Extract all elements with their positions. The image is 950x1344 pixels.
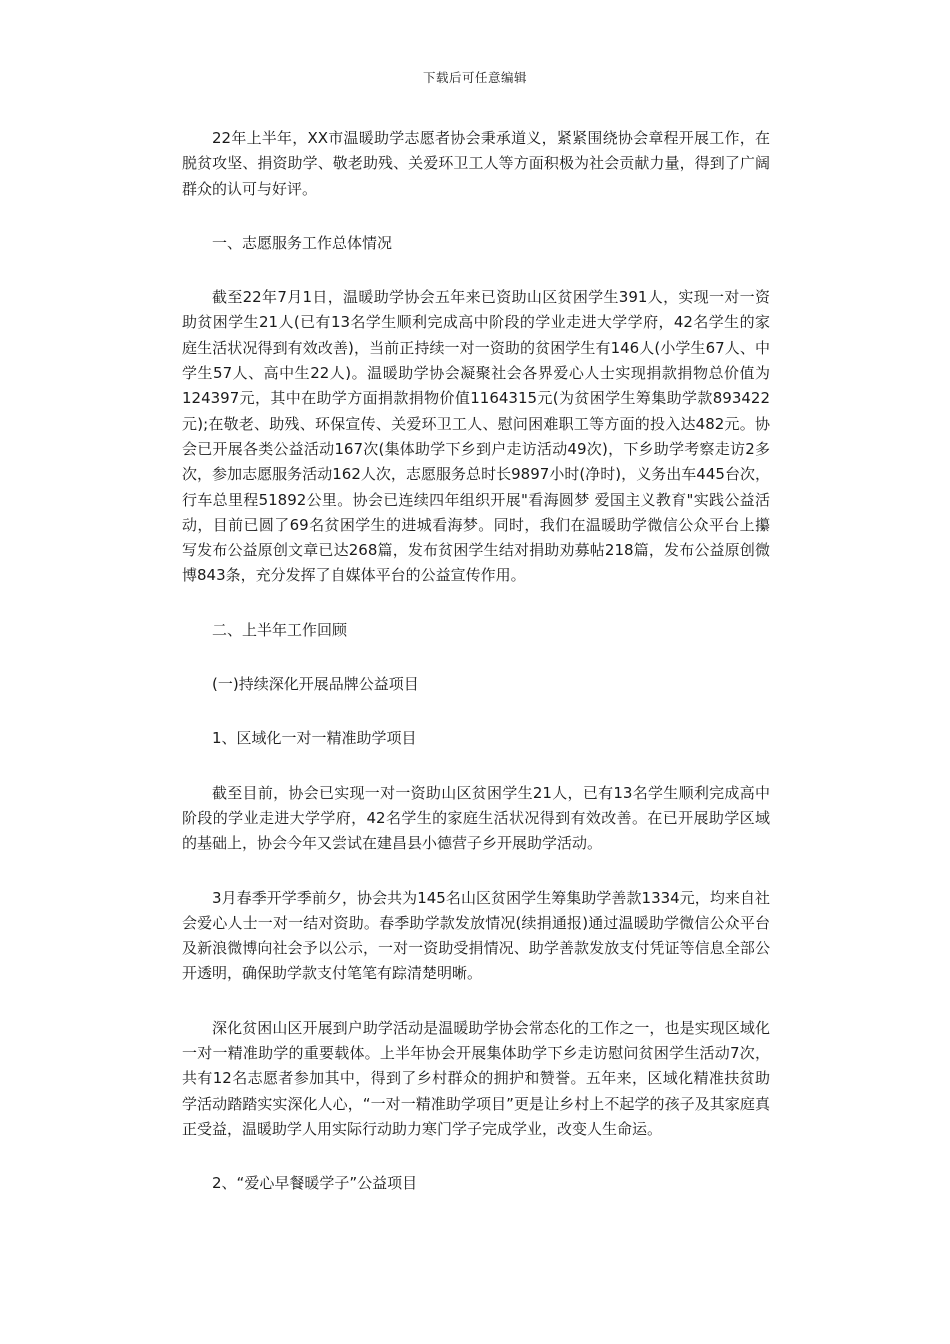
subsection-1-heading: (一)持续深化开展品牌公益项目 [212,675,419,694]
item-1-paragraph-2: 3月春季开学季前夕，协会共为145名山区贫困学生筹集助学善款1334元，均来自社会爱心人士一对一结对资助。春季助学款发放情况(续捐通报)通过温暖助学微信公众平台及新浪微博向社会予以公示，一对一资助受捐情况、助学善款发放支付凭证等信息全部公开透明，确保助学款支付笔笔有踪清楚明晰。 [182,888,770,983]
page-header-note: 下载后可任意编辑 [422,70,527,85]
intro-paragraph: 22年上半年，XX市温暖助学志愿者协会秉承道义，紧紧围绕协会章程开展工作，在脱贫攻坚、捐资助学、敬老助残、关爱环卫工人等方面积极为社会贡献力量，得到了广阔群众的认可与好评。 [182,129,770,198]
section-1-paragraph: 截至22年7月1日，温暖助学协会五年来已资助山区贫困学生391人，实现一对一资助贫困学生21人(已有13名学生顺利完成高中阶段的学业走进大学学府，42名学生的家庭生活状况得到有效改善)，当前正持续一对一资助的贫困学生有146人(小学生67人、中学生57人、高中生22人)。温暖助学协会凝聚社会各界爱心人士实现捐款捐物总价值为124397元，其中在助学方面捐款捐物价值1164315元(为贫困学生筹集助学款893422元);在敬老、助残、环保宣传、关爱环卫工人、慰问困难职工等方面的投入达482元。协会已开展各类公益活动167次(集体助学下乡到户走访活动49次)，下乡助学考察走访2多次，参加志愿服务活动162人次，志愿服务总时长9897小时(净时)，义务出车445台次，行车总里程51892公里。协会已连续四年组织开展"看海圆梦 爱国主义教育"实践公益活动，目前已圆了69名贫困学生的进城看海梦。同时，我们在温暖助学微信公众平台上攥写发布公益原创文章已达268篇，发布贫困学生结对捐助劝募帖218篇，发布公益原创微博843条，充分发挥了自媒体平台的公益宣传作用。 [182,288,770,585]
item-1-paragraph-1: 截至目前，协会已实现一对一资助山区贫困学生21人，已有13名学生顺利完成高中阶段的学业走进大学学府，42名学生的家庭生活状况得到有效改善。在已开展助学区域的基础上，协会今年又尝试在建昌县小德营子乡开展助学活动。 [182,783,770,853]
section-2-heading: 二、上半年工作回顾 [212,620,348,639]
item-1-heading: 1、区域化一对一精准助学项目 [212,729,417,748]
section-1-heading: 一、志愿服务工作总体情况 [212,233,393,252]
item-2-heading: 2、“爱心早餐暖学子”公益项目 [212,1174,418,1193]
item-1-paragraph-3: 深化贫困山区开展到户助学活动是温暖助学协会常态化的工作之一，也是实现区域化一对一精准助学的重要载体。上半年协会开展集体助学下乡走访慰问贫困学生活动7次，共有12名志愿者参加其中，得到了乡村群众的拥护和赞誉。五年来，区域化精准扶贫助学活动踏踏实实深化人心，“一对一精准助学项目”更是让乡村上不起学的孩子及其家庭真正受益，温暖助学人用实际行动助力寒门学子完成学业，改变人生命运。 [182,1018,770,1138]
document-body [182,126,770,1226]
